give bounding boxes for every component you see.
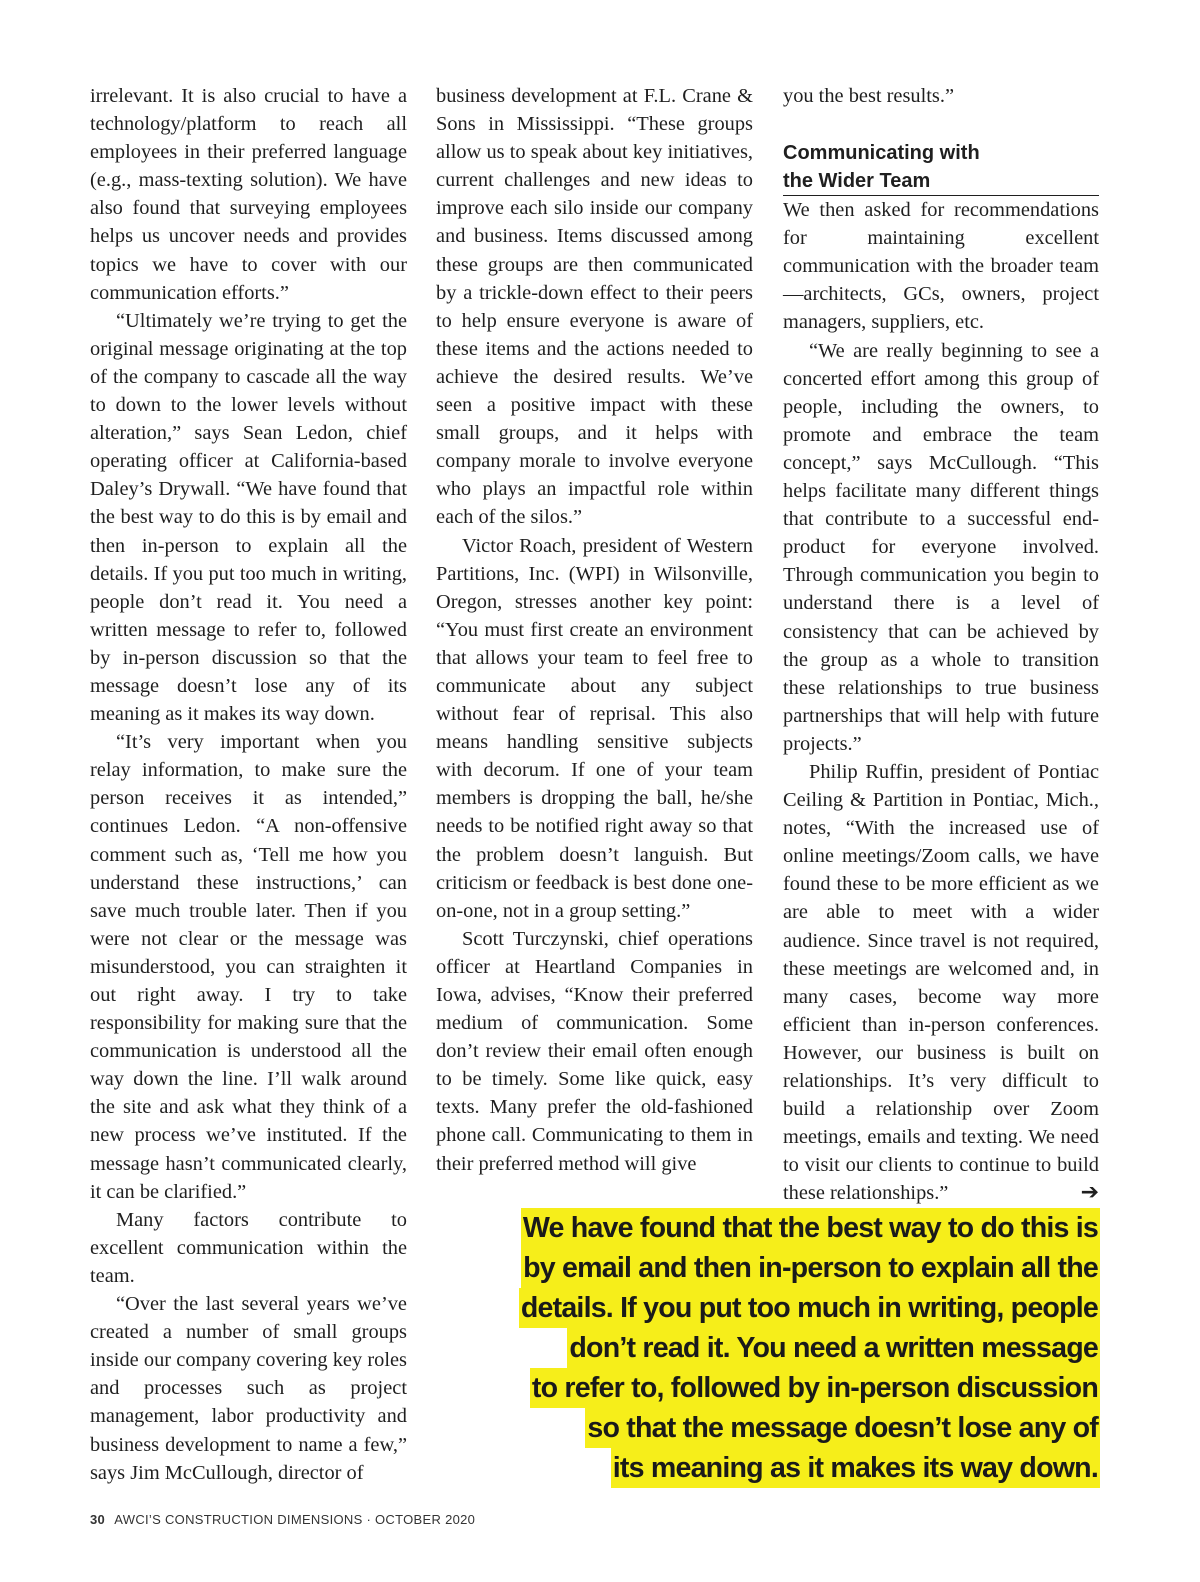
publication-name: AWCI’S CONSTRUCTION DIMENSIONS · OCTOBER 2020 [114,1512,476,1527]
body-paragraph: “We are really beginning to see a concerted effort among this group of people, including the owners, to promote and embrace the team concept,” says McCullough. “This helps facilitate many different things that contribute to a successful end-product for everyone involved. Through communication you begin to understand there is a level of consistency that can be achieved by the group as a whole to transition these relationships to true business partnerships that will help with future projects.” [783,339,1099,755]
pull-quote-line: don’t read it. You need a written message [567,1328,1100,1368]
article-column-1 [90,82,407,1487]
article-column-2 [436,82,753,1178]
body-paragraph: irrelevant. It is also crucial to have a technology/platform to reach all employees in their preferred language (e.g., mass-texting solution). We have also found that surveying employees helps us uncover needs and provides topics we have to cover with our communication efforts.” [90,85,407,304]
body-paragraph: you the best results.” [783,85,955,107]
body-paragraph: Victor Roach, president of Western Partitions, Inc. (WPI) in Wilsonville, Oregon, stresses another key point: “You must first create an environment that allows your team to feel free to communicate about any subject without fear of reprisal. This also means handling sensitive subjects with decorum. If one of your team members is dropping the ball, he/she needs to be notified right away so that the problem doesn’t languish. But criticism or feedback is best done one-on-one, not in a group setting.” [436,534,753,922]
page-footer [90,1512,475,1527]
body-paragraph: “It’s very important when you relay information, to make sure the person receives it as intended,” continues Ledon. “A non-offensive comment such as, ‘Tell me how you understand these instructions,’ can save much trouble later. Then if you were not clear or the message was misunderstood, you can straighten it out right away. I try to take responsibility for making sure that the communication is understood all the way down the line. I’ll walk around the site and ask what they think of a new process we’ve instituted. If the message hasn’t communicated clearly, it can be clarified.” [90,731,407,1203]
body-paragraph: Scott Turczynski, chief operations officer at Heartland Companies in Iowa, advises, “Know their preferred medium of communication. Some don’t review their email often enough to be timely. Some like quick, easy texts. Many prefer the old-fashioned phone call. Communicating to them in their preferred method will give [436,927,753,1175]
body-paragraph: Many factors contribute to excellent communication within the team. [90,1208,407,1287]
article-column-3 [783,82,1099,1207]
pull-quote-line: details. If you put too much in writing, people [519,1288,1100,1328]
body-paragraph-text: Philip Ruffin, president of Pontiac Ceiling & Partition in Pontiac, Mich., notes, “With the increased use of online meetings/Zoom calls, we have found these to be more efficient as we are able to meet with a wider audience. Since travel is not required, these meetings are welcomed and, in many cases, become way more efficient than in-person conferences. However, our business is built on relationships. It’s very difficult to build a relationship over Zoom meetings, emails and texting. We need to visit our clients to continue to build these relationships.” [783,760,1099,1205]
body-paragraph: “Over the last several years we’ve created a number of small groups inside our company covering key roles and processes such as project management, labor productivity and business development to name a few,” says Jim McCullough, director of [90,1293,407,1484]
body-paragraph [783,758,1099,1208]
page-number: 30 [90,1512,106,1527]
subheading-line: Communicating with [783,142,980,165]
pull-quote-line: We have found that the best way to do this is [521,1208,1100,1248]
body-paragraph: “Ultimately we’re trying to get the original message originating at the top of the company to cascade all the way to down to the lower levels without alteration,” says Sean Ledon, chief operating officer at California-based Daley’s Drywall. “We have found that the best way to do this is by email and then in-person to explain all the details. If you put too much in writing, people don’t read it. You need a written message to refer to, followed by in-person discussion so that the message doesn’t lose any of its meaning as it makes its way down. [90,309,407,726]
section-subheading [783,139,1099,196]
pull-quote-line: by email and then in-person to explain all the [521,1248,1100,1288]
body-paragraph: business development at F.L. Crane & Sons in Mississippi. “These groups allow us to speak about key initiatives, current challenges and new ideas to improve each silo inside our company and business. Items discussed among these groups are then communicated by a trickle-down effect to their peers to help ensure everyone is aware of these items and the actions needed to achieve the desired results. We’ve seen a positive impact with these small groups, and it helps with company morale to involve everyone who plays an impactful role within each of the silos.” [436,85,753,529]
subheading-line: the Wider Team [783,170,931,193]
pull-quote-line: to refer to, followed by in-person discussion [530,1368,1100,1408]
pull-quote [500,1208,1100,1488]
pull-quote-line: so that the message doesn’t lose any of [585,1408,1100,1448]
body-paragraph: We then asked for recommendations for maintaining excellent communication with the broader team—architects, GCs, owners, project managers, suppliers, etc. [783,199,1099,334]
arrow-right-icon: ➔ [1080,1180,1099,1206]
pull-quote-line: its meaning as it makes its way down. [611,1448,1100,1488]
